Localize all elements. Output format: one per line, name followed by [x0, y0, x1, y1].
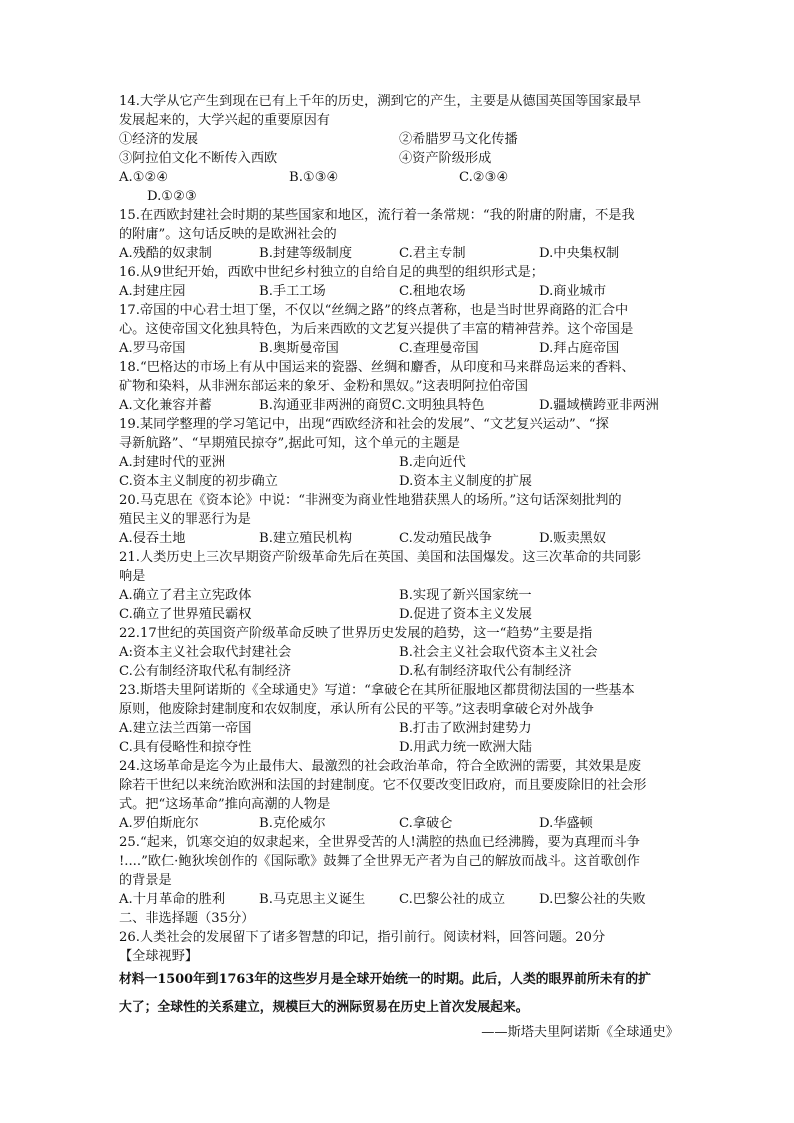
q14-option-d: D.①②③	[147, 189, 197, 204]
q17-option-d: D.拜占庭帝国	[539, 341, 620, 356]
section-heading: 二、非选择题（35分）	[119, 911, 255, 926]
q18-option-b: B.沟通亚非两洲的商贸C.文明独具特色	[259, 398, 485, 413]
q20-option-d: D.贩卖黑奴	[539, 531, 607, 546]
q21-option-c: C.确立了世界殖民霸权	[119, 607, 252, 622]
q26-stem: 26.人类社会的发展留下了诸多智慧的印记，指引前行。阅读材料，回答问题。20分	[119, 930, 606, 945]
q14-stem-line-1: 14.大学从它产生到现在已有上千年的历史，溯到它的产生，主要是从德国英国等国家最早	[119, 94, 642, 109]
q14-item-3: ③阿拉伯文化不断传入西欧	[119, 151, 278, 166]
q20-option-b: B.建立殖民机构	[259, 531, 353, 546]
q18-stem-line-1: 18.“巴格达的市场上有从中国运来的瓷器、丝绸和麝香，从印度和马来群岛运来的香料、	[119, 360, 635, 375]
q19-option-c: C.资本主义制度的初步确立	[119, 474, 278, 489]
q15-stem-line-1: 15.在西欧封建社会时期的某些国家和地区，流行着一条常规：“我的附庸的附庸，不是我	[119, 208, 635, 223]
q25-option-b: B.马克思主义诞生	[259, 892, 366, 907]
q19-option-b: B.走向近代	[399, 455, 466, 470]
exam-page	[119, 92, 679, 1044]
q23-option-c: C.具有侵略性和掠夺性	[119, 740, 252, 755]
q20-option-a: A.侵吞土地	[119, 531, 186, 546]
q25-option-c: C.巴黎公社的成立	[399, 892, 506, 907]
q21-option-d: D.促进了资本主义发展	[399, 607, 532, 622]
q22-option-b: B.社会主义社会取代资本主义社会	[399, 645, 598, 660]
q15-option-c: C.君主专制	[399, 246, 466, 261]
q23-stem-line-1: 23.斯塔夫里阿诺斯的《全球通史》写道：“拿破仑在其所征服地区都贯彻法国的一些基本	[119, 683, 635, 698]
q16-option-c: C.租地农场	[399, 284, 466, 299]
q18-option-d: D.疆域横跨亚非两洲	[539, 398, 659, 413]
q24-option-b: B.克伦威尔	[259, 816, 326, 831]
q21-option-a: A.确立了君主立宪政体	[119, 588, 252, 603]
q15-option-b: B.封建等级制度	[259, 246, 353, 261]
q23-options-row-1	[119, 719, 679, 738]
q14-items-row-1	[119, 130, 679, 149]
q24-option-c: C.拿破仑	[399, 816, 453, 831]
q24-option-d: D.华盛顿	[539, 816, 593, 831]
q23-option-b: B.打击了欧洲封建势力	[399, 721, 532, 736]
q22-stem-line-1: 22.17世纪的英国资产阶级革命反映了世界历史发展的趋势，这一“趋势”主要是指	[119, 626, 593, 641]
q19-options-row-1	[119, 453, 679, 472]
q15-option-a: A.残酷的奴隶制	[119, 246, 212, 261]
q15-option-d: D.中央集权制	[539, 246, 620, 261]
q17-stem-line-1: 17.帝国的中心君士坦丁堡，不仅以“丝绸之路”的终点著称，也是当时世界商路的汇合中	[119, 303, 629, 318]
q20-option-c: C.发动殖民战争	[399, 531, 492, 546]
q25-stem-line-3: 的背景是	[119, 873, 172, 888]
q24-stem-line-3: 式。把“这场革命”推向高潮的人物是	[119, 797, 331, 812]
q20-stem-line-1: 20.马克思在《资本论》中说：“非洲变为商业性地猎获黑人的场所。”这句话深刻批判的	[119, 493, 622, 508]
q24-stem-line-1: 24.这场革命是迄今为止最伟大、最激烈的社会政治革命，符合全欧洲的需要，其效果是废	[119, 759, 642, 774]
q17-option-c: C.查理曼帝国	[399, 341, 479, 356]
q14-stem-line-2: 发展起来的，大学兴起的重要原因有	[119, 113, 330, 128]
q23-stem-line-2: 原则，他废除封建制度和农奴制度，承认所有公民的平等。”这表明拿破仑对外战争	[119, 702, 594, 717]
q20-stem-line-2: 殖民主义的罪恶行为是	[119, 512, 251, 527]
q14-item-4: ④资产阶级形成	[399, 151, 492, 166]
q19-option-a: A.封建时代的亚洲	[119, 455, 226, 470]
q25-option-a: A.十月革命的胜利	[119, 892, 226, 907]
q23-option-d: D.用武力统一欧洲大陆	[399, 740, 532, 755]
q21-options-row-2	[119, 605, 679, 624]
q14-option-b: B.①③④	[289, 170, 339, 185]
q25-stem-line-2: !....”欧仁·鲍狄埃创作的《国际歌》鼓舞了全世界无产者为自己的解放而战斗。这首歌创作	[119, 854, 640, 869]
q18-options-row	[119, 396, 679, 415]
q17-stem-line-2: 心。这使帝国文化独具特色，为后来西欧的文艺复兴提供了丰富的精神营养。这个帝国是	[119, 322, 634, 337]
q24-stem-line-2: 除若干世纪以来统治欧洲和法国的封建制度。它不仅要改变旧政府，而且要废除旧的社会形	[119, 778, 647, 793]
q16-option-a: A.封建庄园	[119, 284, 186, 299]
q21-stem-line-1: 21.人类历史上三次早期资产阶级革命先后在英国、美国和法国爆发。这三次革命的共同影	[119, 550, 642, 565]
q18-stem-line-2: 矿物和染料，从非洲东部运来的象牙、金粉和黑奴。”这表明阿拉伯帝国	[119, 379, 528, 394]
q25-options-row	[119, 890, 679, 909]
q17-option-b: B.奥斯曼帝国	[259, 341, 339, 356]
q23-option-a: A.建立法兰西第一帝国	[119, 721, 252, 736]
q14-item-2: ②希腊罗马文化传播	[399, 132, 518, 147]
q22-option-d: D.私有制经济取代公有制经济	[399, 664, 572, 679]
q16-option-d: D.商业城市	[539, 284, 607, 299]
q16-stem-line-1: 16.从9世纪开始，西欧中世纪乡村独立的自给自足的典型的组织形式是；	[119, 265, 544, 280]
q23-options-row-2	[119, 738, 679, 757]
q22-options-row-1	[119, 643, 679, 662]
q21-options-row-1	[119, 586, 679, 605]
q19-stem-line-1: 19.某同学整理的学习笔记中，出现“西欧经济和社会的发展”、“文艺复兴运动”、“探	[119, 417, 609, 432]
q14-options-row	[119, 168, 679, 187]
q17-options-row	[119, 339, 679, 358]
q22-options-row-2	[119, 662, 679, 681]
q16-options-row	[119, 282, 679, 301]
q14-items-row-2	[119, 149, 679, 168]
q25-option-d: D.巴黎公社的失败	[539, 892, 646, 907]
q17-option-a: A.罗马帝国	[119, 341, 186, 356]
q19-option-d: D.资本主义制度的扩展	[399, 474, 532, 489]
q15-stem-line-2: 的附庸”。这句话反映的是欧洲社会的	[119, 227, 337, 242]
q24-option-a: A.罗伯斯庇尔	[119, 816, 199, 831]
q18-option-a: A.文化兼容并蓄	[119, 398, 212, 413]
material-source: ——斯塔夫里阿诺斯《全球通史》	[481, 1025, 679, 1040]
material-line-1: 材料一1500年到1763年的这些岁月是全球开始统一的时期。此后，人类的眼界前所未有的扩	[119, 972, 651, 987]
q15-options-row	[119, 244, 679, 263]
q22-option-a: A:资本主义社会取代封建社会	[119, 645, 292, 660]
q14-option-a: A.①②④	[119, 170, 169, 185]
q16-option-b: B.手工工场	[259, 284, 326, 299]
q19-options-row-2	[119, 472, 679, 491]
q22-option-c: C.公有制经济取代私有制经济	[119, 664, 292, 679]
q21-option-b: B.实现了新兴国家统一	[399, 588, 532, 603]
q25-stem-line-1: 25.“起来，饥寒交迫的奴隶起来，全世界受苦的人!满腔的热血已经沸腾，要为真理而斗争	[119, 835, 640, 850]
q14-option-c: C.②③④	[459, 170, 509, 185]
material-line-2: 大了；全球性的关系建立，规模巨大的洲际贸易在历史上首次发展起来。	[119, 1000, 529, 1015]
q24-options-row	[119, 814, 679, 833]
q19-stem-line-2: 寻新航路”、“早期殖民掠夺”,据此可知，这个单元的主题是	[119, 436, 460, 451]
q21-stem-line-2: 响是	[119, 569, 146, 584]
q20-options-row	[119, 529, 679, 548]
material-tag: 【全球视野】	[119, 949, 199, 964]
q14-item-1: ①经济的发展	[119, 132, 199, 147]
